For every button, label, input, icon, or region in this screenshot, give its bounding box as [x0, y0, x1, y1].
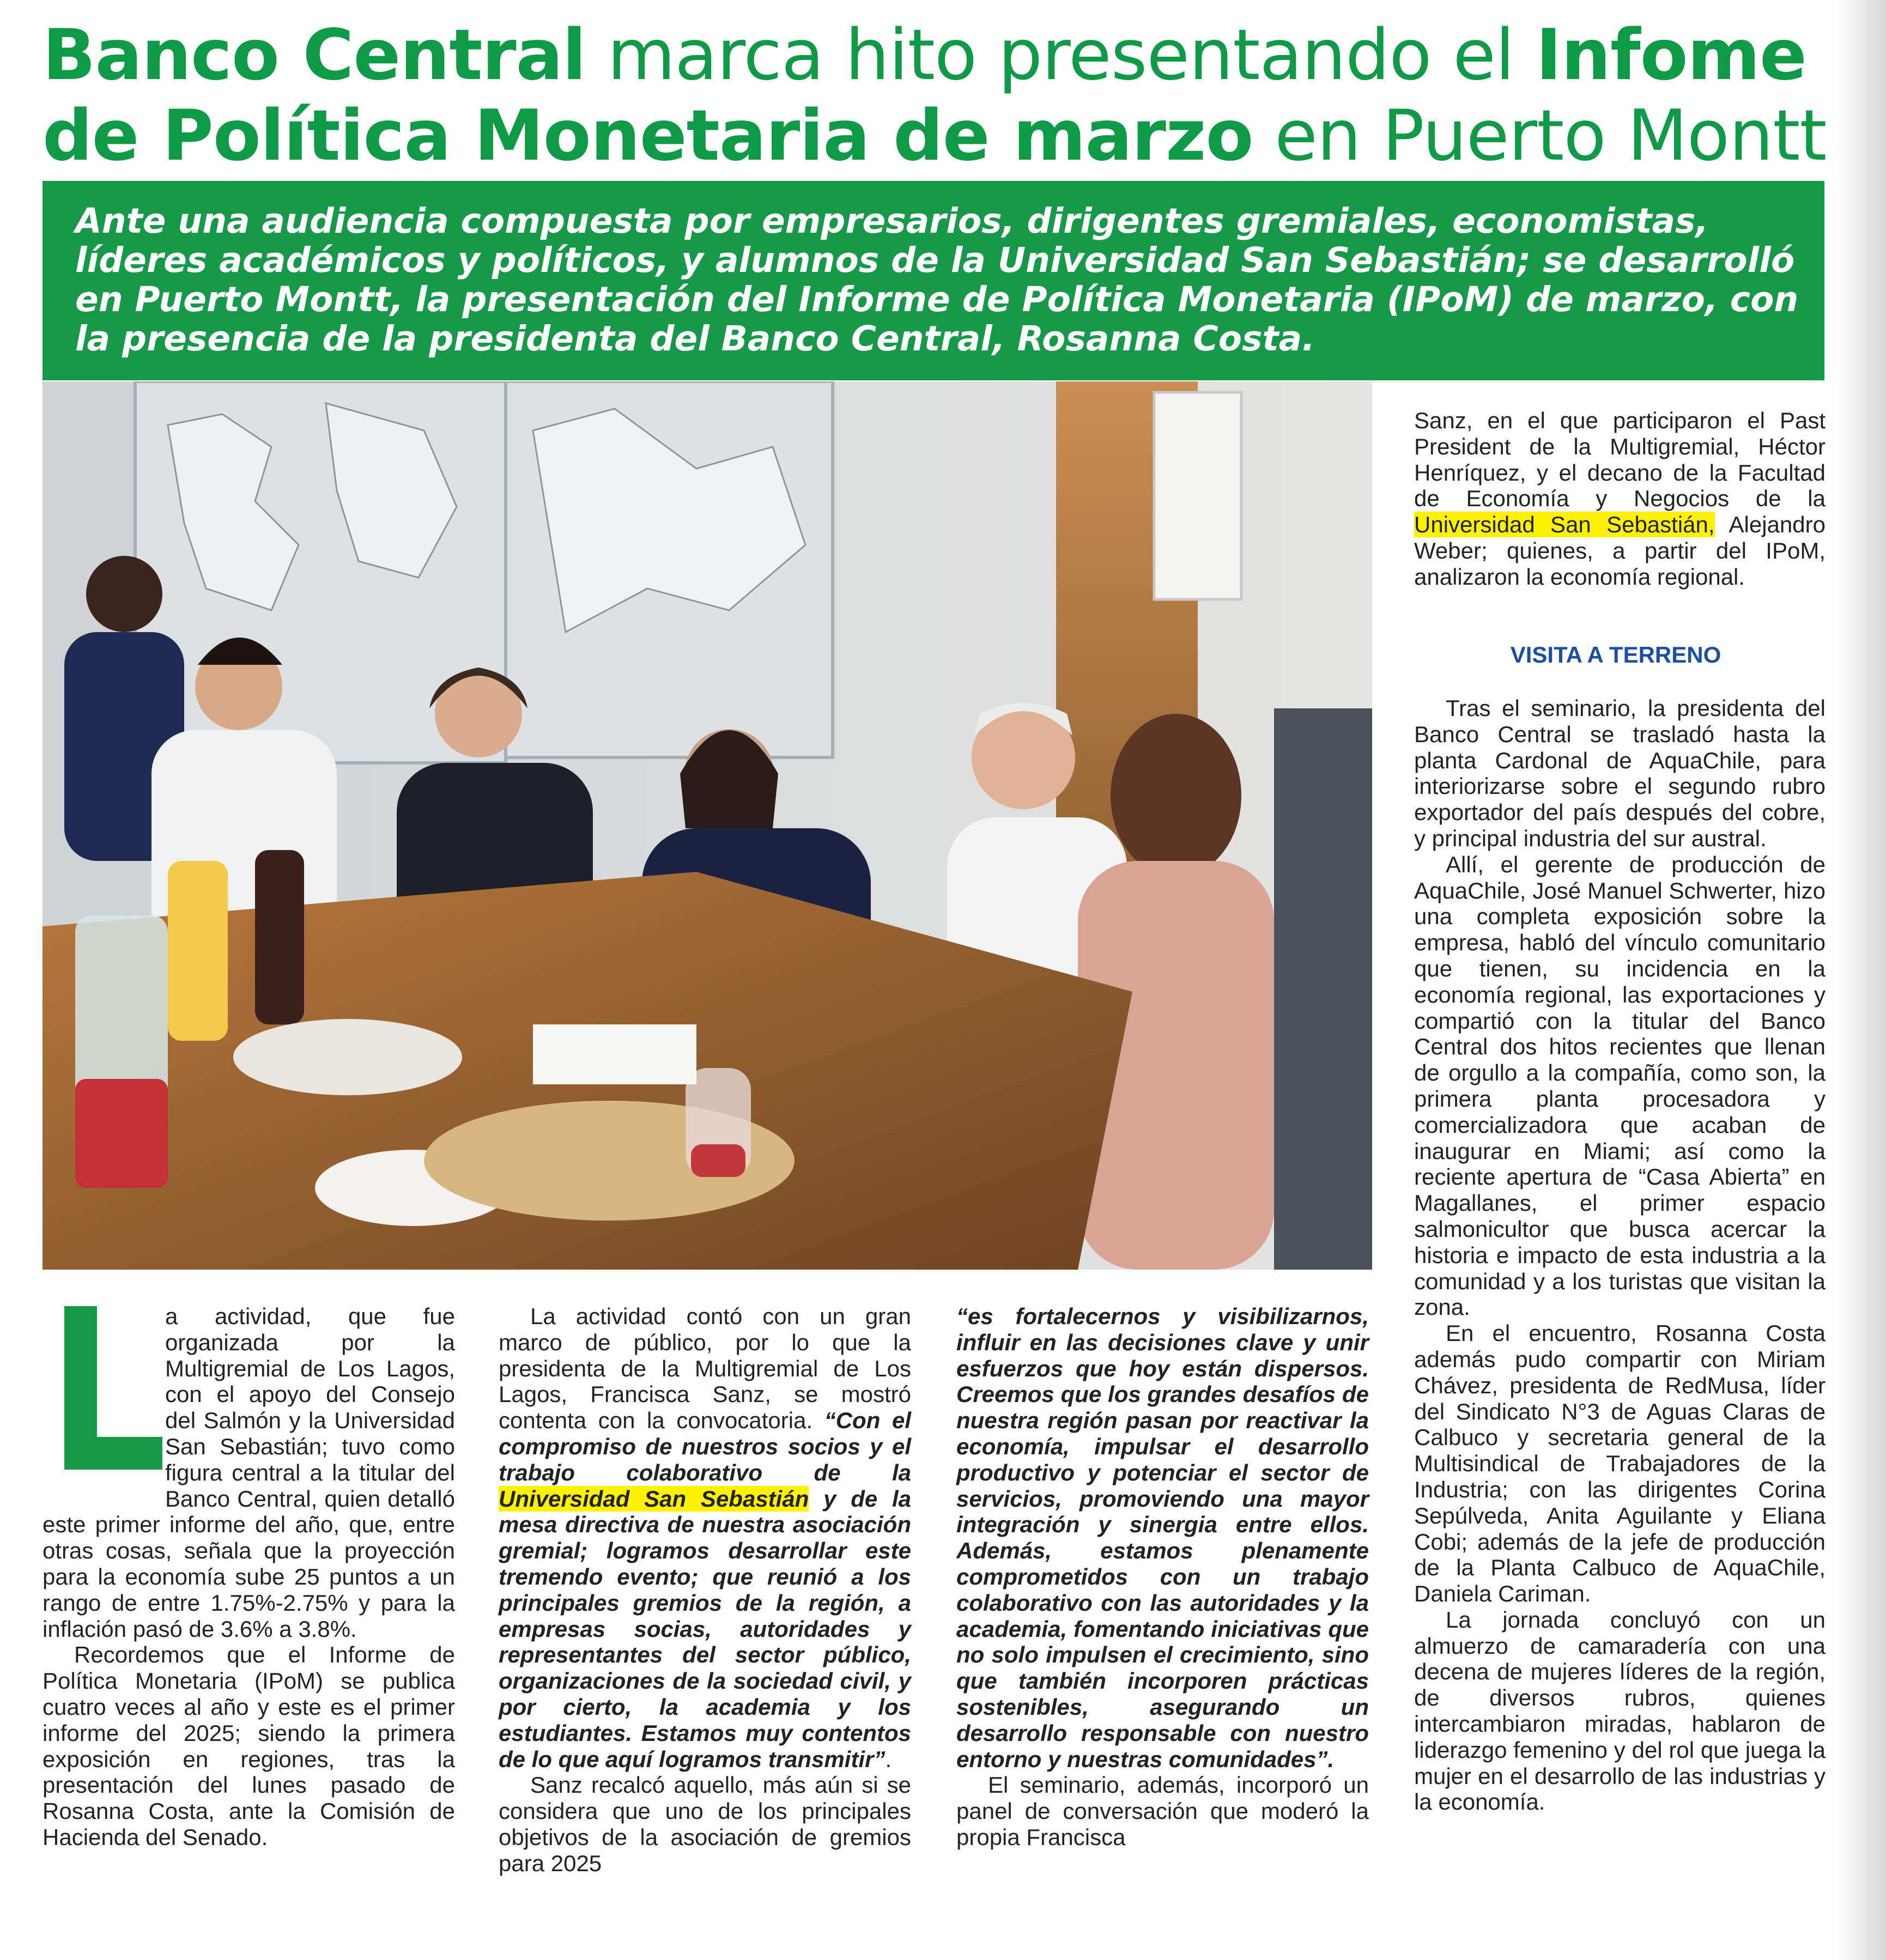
column-2: [499, 1303, 911, 1877]
col4-top-highlight: Universidad San Sebastián,: [1414, 512, 1715, 538]
col2-quote-part-2: y de la mesa directiva de nuestra asociación gremial; logramos desarrollar este tremendo evento; que reunió a los principales gremios de la región, a empresas socias, autoridades y representantes del sector público, organizaciones de la sociedad civil, y por cierto, la academia y los estudiantes. Estamos muy contentos de lo que aquí logramos transmitir”: [499, 1485, 911, 1772]
col4-paragraph-4: La jornada concluyó con un almuerzo de camaradería con una decena de mujeres líderes de la región, de diversos rubros, quienes intercambiaron miradas, hablaron de liderazgo femenino y del rol que juega la mujer en el desarrollo de las industrias y la economía.: [1414, 1606, 1826, 1815]
col4-top-b: Alejandro Weber; quienes, a partir del IPoM, analizaron la economía regional.: [1414, 512, 1826, 590]
column-4-bottom: [1414, 695, 1826, 1815]
col2-quote-part-1: “Con el compromiso de nuestros socios y el trabajo colaborativo de la: [499, 1407, 911, 1485]
col2-quote-end: .: [885, 1746, 892, 1772]
col3-quote: “es fortalecernos y visibilizarnos, influir en las decisiones clave y unir esfuerzos que hoy están dispersos. Creemos que los grandes desafíos de nuestra región pasan por reactivar la economía, impulsar el desarrollo productivo y potenciar el sector de servicios, promoviendo una mayor integración y sinergia entre ellos. Además, estamos plenamente comprometidos con un trabajo colaborativo con las autoridades y la academia, fomentando iniciativas que no solo impulsen el crecimiento, sino que también incorporen prácticas sostenibles, asegurando un desarrollo responsable con nuestro entorno y nuestras comunidades”.: [956, 1303, 1369, 1772]
column-3: [956, 1303, 1369, 1850]
col4-paragraph-top: [1414, 408, 1826, 590]
meeting-photo: [43, 381, 1372, 1270]
col3-paragraph-1: El seminario, además, incorporó un panel de conversación que moderó la propia Francisca: [956, 1772, 1369, 1850]
lead-box: [43, 181, 1824, 380]
column-1: [43, 1303, 455, 1850]
lead-text: Ante una audiencia compuesta por empresarios, dirigentes gremiales, economistas, líderes académicos y políticos, y alumnos de la Universidad San Sebastián; se desarrolló en Puerto Montt, la presentación del Informe de Política Monetaria (IPoM) de marzo, con la presencia de la presidenta del Banco Central, Rosanna Costa.: [75, 201, 1799, 359]
headline: [43, 15, 1841, 177]
col1-paragraph-1: a actividad, que fue organizada por la Multigremial de Los Lagos, con el apoyo del Consejo del Salmón y la Universidad San Sebastián; tuvo como figura central a la titular del Banco Central, quien detalló este primer informe del año, que, entre otras cosas, señala que la proyección para la economía sube 25 puntos a un rango de entre 1.75%-2.75% y para la inflación pasó de 3.6% a 3.8%.: [43, 1303, 455, 1642]
col2-paragraph-2: Sanz recalcó aquello, más aún si se considera que uno de los principales objetivos de la asociación de gremios para 2025: [499, 1772, 911, 1876]
col2-paragraph-1: [499, 1303, 911, 1772]
plate-1: [233, 1019, 462, 1095]
headline-normal-2: en Puerto Montt: [1253, 95, 1827, 177]
col2-quote-highlight: Universidad San Sebastián: [499, 1485, 809, 1512]
papers: [533, 1024, 696, 1084]
headline-line-2: [43, 96, 1841, 177]
col4-top-a: Sanz, en el que participaron el Past President de la Multigremial, Héctor Henríquez, y el decano de la Facultad de Economía y Negocios de la: [1414, 408, 1826, 512]
col4-paragraph-1: Tras el seminario, la presidenta del Banco Central se trasladó hasta la planta Cardonal de AquaChile, para interiorizarse sobre el segundo rubro exportador del país después del cobre, y principal industria del sur austral.: [1414, 695, 1826, 851]
headline-bold-2: Infome: [1536, 15, 1806, 96]
soda-bottle: [255, 850, 304, 1024]
drop-cap-L: [43, 1306, 154, 1486]
wall-frame: [1154, 392, 1241, 599]
headline-bold-1: Banco Central: [43, 15, 586, 96]
headline-line-1: [43, 15, 1841, 96]
column-4-top: [1414, 408, 1826, 590]
col4-paragraph-2: Allí, el gerente de producción de AquaChile, José Manuel Schwerter, hizo una completa exposición sobre la empresa, habló del vínculo comunitario que tienen, su incidencia en la economía regional, las exportaciones y compartió con la titular del Banco Central dos hitos recientes que llenan de orgullo a la compañía, como son, la primera planta procesadora y comercializadora que acaban de inaugurar en Miami; así como la reciente apertura de “Casa Abierta” en Magallanes, el primer espacio salmonicultor que busca acercar la historia e impacto de esta industria a la comunidad y a los turistas que visitan la zona.: [1414, 851, 1826, 1320]
headline-normal-1: marca hito presentando el: [585, 15, 1536, 96]
col4-paragraph-3: En el encuentro, Rosanna Costa además pudo compartir con Miriam Chávez, presidenta de RedMusa, líder del Sindicato N°3 de Aguas Claras de Calbuco y secretaria general de la Multisindical de Trabajadores de la Industria; con las dirigentes Corina Sepúlveda, Anita Aguilante y Eliana Cobi; además de la jefe de producción de la Planta Calbuco de AquaChile, Daniela Cariman.: [1414, 1320, 1826, 1607]
col1-paragraph-2: Recordemos que el Informe de Política Monetaria (IPoM) se publica cuatro veces al año y este es el primer informe del 2025; siendo la primera exposición en regiones, tras la presentación del lunes pasado de Rosanna Costa, ante la Comisión de Hacienda del Senado.: [43, 1642, 455, 1850]
page-edge-shadow: [1837, 0, 1886, 1960]
subhead-visita-a-terreno: VISITA A TERRENO: [1510, 642, 1721, 668]
person-right-edge: [1274, 708, 1372, 1270]
col2-intro: La actividad contó con un gran marco de público, por lo que la presidenta de la Multigremial de Los Lagos, Francisca Sanz, se mostró contenta con la convocatoria.: [499, 1303, 911, 1434]
juice-bottle: [168, 861, 228, 1041]
headline-bold-3: de Política Monetaria de marzo: [43, 95, 1253, 177]
